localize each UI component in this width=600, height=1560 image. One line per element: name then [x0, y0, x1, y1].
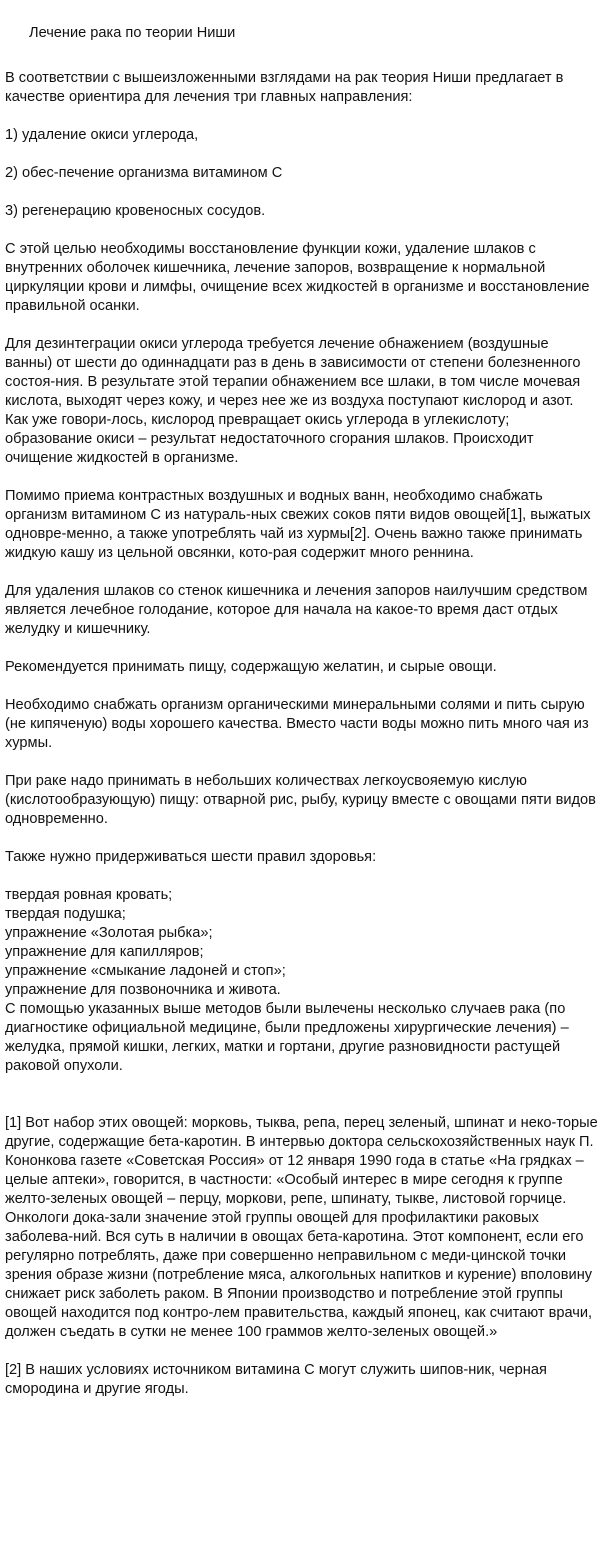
- document: [5, 0, 599, 1399]
- list-item: упражнение «Золотая рыбка»;: [5, 925, 213, 941]
- purpose-paragraph: С этой целью необходимы восстановление функции кожи, удаление шлаков с внутренних оболочек кишечника, лечение запоров, возвращение к нормальной циркуляции крови и лимфы, очищение всех жидкостей в организме и восстановление правильной осанки.: [5, 241, 590, 314]
- direction-item-3: 3) регенерацию кровеносных сосудов.: [5, 203, 266, 219]
- page-title: Лечение рака по теории Ниши: [29, 25, 236, 41]
- health-rules-list: [5, 886, 599, 1000]
- list-item: упражнение для капилляров;: [5, 944, 204, 960]
- acid-food-paragraph: При раке надо принимать в небольших количествах легкоусвояемую кислую (кислотообразующую) пищу: отварной рис, рыбу, курицу вместе с овощами пяти видов одновременно.: [5, 773, 596, 827]
- direction-item-1: 1) удаление окиси углерода,: [5, 127, 199, 143]
- vitamin-c-paragraph: Помимо приема контрастных воздушных и водных ванн, необходимо снабжать организм витамином С из натураль-ных свежих соков пяти видов овощей[1], выжатых одновре-менно, а также употреблять чай из хурмы[2]. Очень важно также принимать жидкую кашу из цельной овсянки, кото-рая содержит много реннина.: [5, 488, 591, 561]
- minerals-paragraph: Необходимо снабжать организм органическими минеральными солями и пить сырую (не кипяченую) воды хорошего качества. Вместо части воды можно пить много чая из хурмы.: [5, 697, 589, 751]
- health-rules-intro: Также нужно придерживаться шести правил здоровья:: [5, 849, 377, 865]
- list-item: упражнение «смыкание ладоней и стоп»;: [5, 963, 286, 979]
- footnote-2: [2] В наших условиях источником витамина С могут служить шипов-ник, черная смородина и другие ягоды.: [5, 1362, 547, 1397]
- food-paragraph: Рекомендуется принимать пищу, содержащую желатин, и сырые овощи.: [5, 659, 497, 675]
- list-item: твердая подушка;: [5, 906, 126, 922]
- carbon-oxide-paragraph: Для дезинтеграции окиси углерода требуется лечение обнажением (воздушные ванны) от шести до одиннадцати раз в день в зависимости от степени болезненного состоя-ния. В результате этой терапии обнажением все шлаки, в том числе мочевая кислота, выходят через кожу, и через нее же из воздуха поступают кислород и азот. Как уже говори-лось, кислород превращает окись углерода в углекислоту; образование окиси – результат недостаточного сгорания шлаков. Происходит очищение жидкостей в организме.: [5, 336, 581, 466]
- fasting-paragraph: Для удаления шлаков со стенок кишечника и лечения запоров наилучшим средством является лечебное голодание, которое для начала на какое-то время даст отдых желудку и кишечнику.: [5, 583, 588, 637]
- intro-paragraph: В соответствии с вышеизложенными взглядами на рак теория Ниши предлагает в качестве ориентира для лечения три главных направления:: [5, 70, 564, 105]
- list-item: твердая ровная кровать;: [5, 887, 173, 903]
- conclusion-paragraph: С помощью указанных выше методов были вылечены несколько случаев рака (по диагностике официальной медицине, были предложены хирургические лечения) – желудка, прямой кишки, легких, матки и гортани, другие разновидности растущей раковой опухоли.: [5, 1001, 569, 1074]
- footnote-1: [1] Вот набор этих овощей: морковь, тыква, репа, перец зеленый, шпинат и неко-торые другие, содержащие бета-каротин. В интервью доктора сельскохозяйственных наук П. Кононкова газете «Советская Россия» от 12 января 1990 года в статье «На грядках – целые аптеки», говорится, в частности: «Особый интерес в мире сегодня к группе желто-зеленых овощей – перцу, моркови, репе, шпинату, тыкве, листовой горчице. Онкологи дока-зали значение этой группы овощей для профилактики раковых заболева-ний. Вся суть в наличии в овощах бета-каротина. Этот компонент, если его регулярно потреблять, даже при совершенно неправильном с меди-цинской точки зрения образе жизни (потребление мяса, алкогольных напитков и курение) вполовину снижает риск заболеть раком. В Японии производство и потребление этой группы овощей находится под контро-лем правительства, каждый японец, как считают врачи, должен съедать в сутки не менее 100 граммов желто-зеленых овощей.»: [5, 1115, 598, 1340]
- list-item: упражнение для позвоночника и живота.: [5, 982, 281, 998]
- direction-item-2: 2) обес-печение организма витамином С: [5, 165, 283, 181]
